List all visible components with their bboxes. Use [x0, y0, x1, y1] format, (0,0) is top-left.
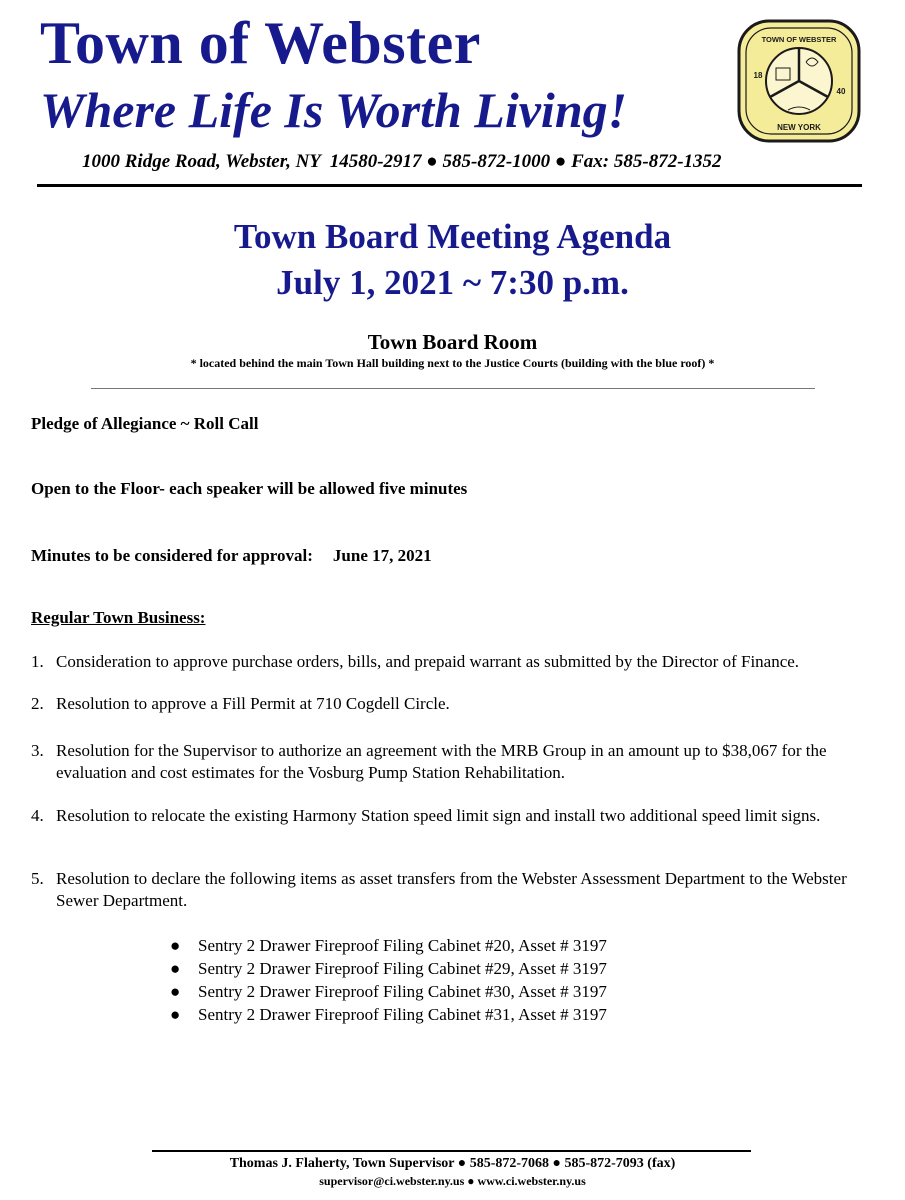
minutes-approval [31, 545, 432, 567]
agenda-item [31, 868, 881, 912]
meeting-room-note: * located behind the main Town Hall building next to the Justice Courts (building with the blue roof) * [190, 356, 715, 370]
agenda-item [31, 651, 881, 673]
agenda-item [31, 740, 881, 784]
bullet-icon: ● [170, 959, 181, 978]
asset-list-item-text: Sentry 2 Drawer Fireproof Filing Cabinet #29, Asset # 3197 [198, 959, 607, 978]
agenda-item-number: 2. [31, 694, 44, 713]
asset-list-item [170, 980, 607, 1003]
asset-list-item [170, 957, 607, 980]
letterhead-title: Town of Webster [40, 10, 481, 76]
letterhead-address: 1000 Ridge Road, Webster, NY 14580-2917 ● 585-872-1000 ● Fax: 585-872-1352 [82, 151, 722, 172]
asset-list-item-text: Sentry 2 Drawer Fireproof Filing Cabinet #30, Asset # 3197 [198, 982, 607, 1001]
business-heading: Regular Town Business: [31, 608, 206, 627]
meeting-room: Town Board Room [367, 330, 538, 354]
agenda-item-text: Resolution for the Supervisor to authorize an agreement with the MRB Group in an amount up to $38,067 for the evaluation and cost estimates for the Vosburg Pump Station Rehabilitation. [56, 741, 827, 782]
letterhead-tagline: Where Life Is Worth Living! [40, 82, 628, 138]
agenda-item-number: 3. [31, 741, 44, 760]
asset-list-item-text: Sentry 2 Drawer Fireproof Filing Cabinet #31, Asset # 3197 [198, 1005, 607, 1024]
bullet-icon: ● [170, 982, 181, 1001]
agenda-item-text: Consideration to approve purchase orders, bills, and prepaid warrant as submitted by the Director of Finance. [56, 652, 800, 671]
asset-list-item [170, 934, 607, 957]
agenda-item [31, 805, 881, 827]
pledge-roll-call: Pledge of Allegiance ~ Roll Call [31, 414, 259, 433]
footer-divider [152, 1150, 751, 1152]
seal-bottom-text: NEW YORK [777, 123, 821, 132]
meeting-title: Town Board Meeting Agenda [233, 217, 672, 256]
bullet-icon: ● [170, 1005, 181, 1024]
asset-list-item-text: Sentry 2 Drawer Fireproof Filing Cabinet #20, Asset # 3197 [198, 936, 607, 955]
agenda-item-text: Resolution to declare the following items as asset transfers from the Webster Assessment Department to the Webster Sewer Department. [56, 869, 847, 910]
meeting-datetime: July 1, 2021 ~ 7:30 p.m. [276, 263, 629, 302]
minutes-date: June 17, 2021 [332, 546, 432, 565]
seal-top-text: TOWN OF WEBSTER [761, 35, 837, 44]
seal-year-right: 40 [836, 87, 846, 96]
bullet-icon: ● [170, 936, 181, 955]
footer-web-email: supervisor@ci.webster.ny.us ● www.ci.webster.ny.us [319, 1174, 586, 1188]
agenda-item-number: 5. [31, 869, 44, 888]
agenda-item-number: 4. [31, 806, 44, 825]
seal-year-left: 18 [753, 71, 763, 80]
minutes-label: Minutes to be considered for approval: [31, 546, 313, 565]
town-seal-logo [736, 18, 862, 144]
agenda-item-text: Resolution to approve a Fill Permit at 710 Cogdell Circle. [56, 694, 450, 713]
agenda-item-text: Resolution to relocate the existing Harmony Station speed limit sign and install two additional speed limit signs. [56, 806, 821, 825]
open-to-floor: Open to the Floor- each speaker will be allowed five minutes [31, 479, 468, 498]
footer-contact: Thomas J. Flaherty, Town Supervisor ● 585-872-7068 ● 585-872-7093 (fax) [229, 1156, 676, 1171]
header-divider [91, 388, 815, 389]
asset-list-item [170, 1003, 607, 1026]
letterhead-divider [37, 184, 862, 187]
agenda-item-number: 1. [31, 652, 44, 671]
agenda-item [31, 693, 881, 715]
